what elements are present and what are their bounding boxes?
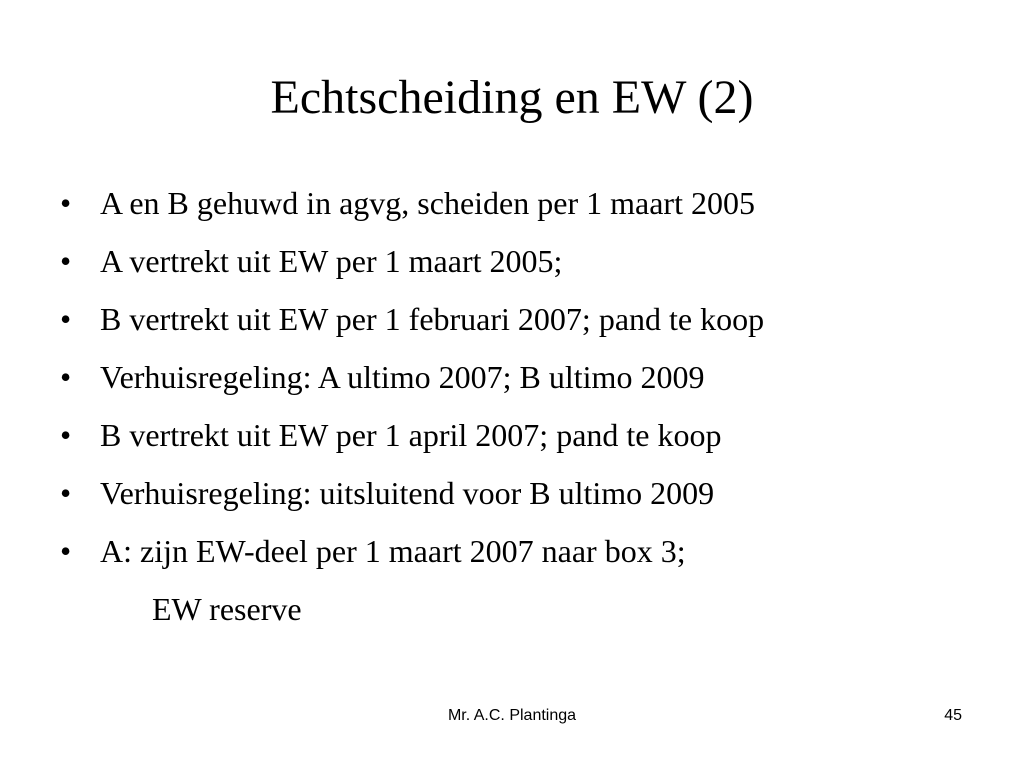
- bullet-text: B vertrekt uit EW per 1 april 2007; pand te koop: [100, 417, 722, 453]
- bullet-text: A: zijn EW-deel per 1 maart 2007 naar box 3;: [100, 533, 686, 569]
- bullet-continuation: EW reserve: [152, 591, 302, 627]
- bullet-item: [60, 406, 1000, 464]
- bullet-item: [60, 464, 1000, 522]
- bullet-icon: •: [60, 475, 72, 511]
- bullet-item: [60, 232, 1000, 290]
- bullet-item: [60, 522, 1000, 580]
- page-number: 45: [944, 707, 962, 724]
- bullet-text: Verhuisregeling: A ultimo 2007; B ultimo 2009: [100, 359, 705, 395]
- bullet-list: [60, 174, 1000, 638]
- bullet-icon: •: [60, 243, 72, 279]
- bullet-icon: •: [60, 359, 72, 395]
- bullet-text: B vertrekt uit EW per 1 februari 2007; pand te koop: [100, 301, 765, 337]
- bullet-text: A en B gehuwd in agvg, scheiden per 1 maart 2005: [100, 185, 755, 221]
- bullet-icon: •: [60, 301, 72, 337]
- bullet-text: Verhuisregeling: uitsluitend voor B ultimo 2009: [100, 475, 715, 511]
- bullet-item: [60, 174, 1000, 232]
- bullet-item: [60, 348, 1000, 406]
- bullet-text: A vertrekt uit EW per 1 maart 2005;: [100, 243, 563, 279]
- bullet-icon: •: [60, 533, 72, 569]
- footer-author: Mr. A.C. Plantinga: [447, 707, 577, 724]
- bullet-item: [60, 290, 1000, 348]
- bullet-icon: •: [60, 417, 72, 453]
- slide-title: Echtscheiding en EW (2): [270, 71, 754, 124]
- bullet-icon: •: [60, 185, 72, 221]
